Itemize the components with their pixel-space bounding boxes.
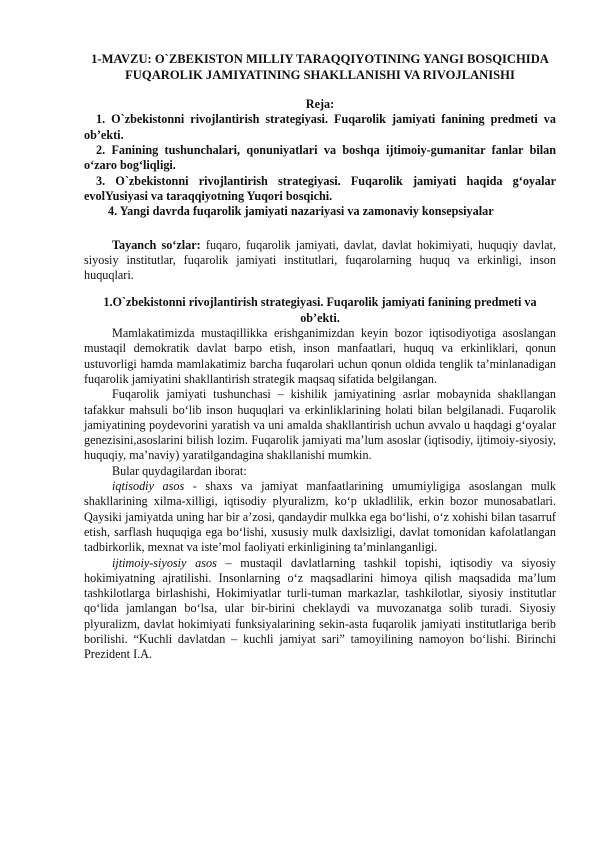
keywords-paragraph — [84, 238, 556, 284]
keywords-label: Tayanch so‘zlar: — [112, 237, 201, 252]
political-text: – mustaqil davlatlarning tashkil topishi, iqtisodiy va siyosiy hokimiyatning ajratilishi. Insonlarning o‘z maqsadlarini himoya qilish maqsadida ma’lum tashkilotlarga birlashishi, Hokimiyatlar turli-tuman markazlar, tashkilotlar, siyosiy institutlar qo‘lida jamlangan bo‘lsa, ular bir-birini cheklaydi va muvozanatga solib turadi. Siyosiy plyuralizm, davlat hokimiyati funksiyalarining sekin-asta fuqarolik jamiyati institutlariga berib borilishi. “Kuchli davlatdan – kuchli jamiyat sari” tamoyilining namoyon bo‘lishi. Birinchi Prezident I.A. — [84, 555, 556, 662]
section-title: 1.O`zbekistonni rivojlantirish strategiyasi. Fuqarolik jamiyati fanining predmeti va ob’ekti. — [103, 295, 537, 325]
paragraph-1: Mamlakatimizda mustaqillikka erishganimizdan keyin bozor iqtisodiyotiga asoslangan mustaqil demokratik davlat barpo etish, inson manfaatlari, huquq va erkinliklari, qonun ustuvorligi hamda mamlakatimiz barcha fuqarolari uchun qonun oldida tenglik ta’minlanadigan fuqarolik jamiyatini shakllantirish strategik maqsaq sifatida belgilangan. — [84, 326, 556, 386]
economic-text: - shaxs va jamiyat manfaatlarining umumiyligiga asoslangan mulk shakllarining xilma-xilligi, iqtisodiy plyuralizm, ko‘p ukladlilik, erkin bozor munosabatlari. Qaysiki jamiyatda uning har bir a’zosi, qandaydir mulkka ega bo‘lishi, o‘z xohishi bilan tasarruf etish, sarflash huquqiga ega bo‘lishi, xususiy mulk daxlsizligi, davlat tomonidan kafolatlangan tadbirkorlik, mexnat va iste’mol faoliyati erkinligining ta’minlanganligi. — [84, 479, 556, 555]
document-title: 1-MAVZU: O`ZBEKISTON MILLIY TARAQQIYOTINING YANGI BOSQICHIDA FUQAROLIK JAMIYATINING SHAKLLANISHI VA RIVOJLANISHI — [91, 52, 549, 82]
spacer — [84, 220, 556, 238]
plan-item-2: 2. Fanining tushunchalari, qonuniyatlari va boshqa ijtimoiy-gumanitar fanlar bilan o‘zaro bog‘liqligi. — [84, 143, 556, 173]
paragraph-economic — [84, 479, 556, 555]
keywords-text: fuqaro, fuqarolik jamiyati, davlat, davlat hokimiyati, huquqiy davlat, siyosiy institutlar, fuqarolik jamiyati institutlari, fuqarolarning huquq va erkinligi, inson huquqlari. — [84, 237, 556, 283]
plan-item-3: 3. O`zbekistonni rivojlantirish strategiyasi. Fuqarolik jamiyati haqida g‘oyalar evolYusiyasi va taraqqiyotning Yuqori bosqichi. — [84, 173, 556, 203]
plan-item-1: 1. O`zbekistonni rivojlantirish strategiyasi. Fuqarolik jamiyati fanining predmeti va ob’ekti. — [84, 112, 556, 142]
plan-list — [84, 112, 556, 219]
economic-term: iqtisodiy asos — [112, 479, 185, 494]
plan-heading: Reja: — [305, 97, 335, 112]
paragraph-2: Fuqarolik jamiyati tushunchasi – kishilik jamiyatining asrlar mobaynida shakllangan tafakkur mahsuli bo‘lib inson huquqlari va erkinliklarining holati bilan belgilanadi. Fuqarolik jamiyatining poydevorini yaratish va uni amalda shakllantirish uchun avvalo u haqdagi g‘oyalar genezisini,asoslarini bilish lozim. Fuqarolik jamiyati ma’lum asoslar (iqtisodiy, ijtimoiy-siyosiy, huquqiy, ma’naviy) yaratilgandagina shakllanishi mumkin. — [84, 387, 556, 463]
plan-item-4: 4. Yangi davrda fuqarolik jamiyati nazariyasi va zamonaviy konsepsiyalar — [108, 204, 494, 219]
paragraph-political — [84, 556, 556, 663]
political-term: ijtimoiy-siyosiy asos — [112, 555, 217, 570]
paragraph-3: Bular quydagilardan iborat: — [112, 463, 247, 478]
